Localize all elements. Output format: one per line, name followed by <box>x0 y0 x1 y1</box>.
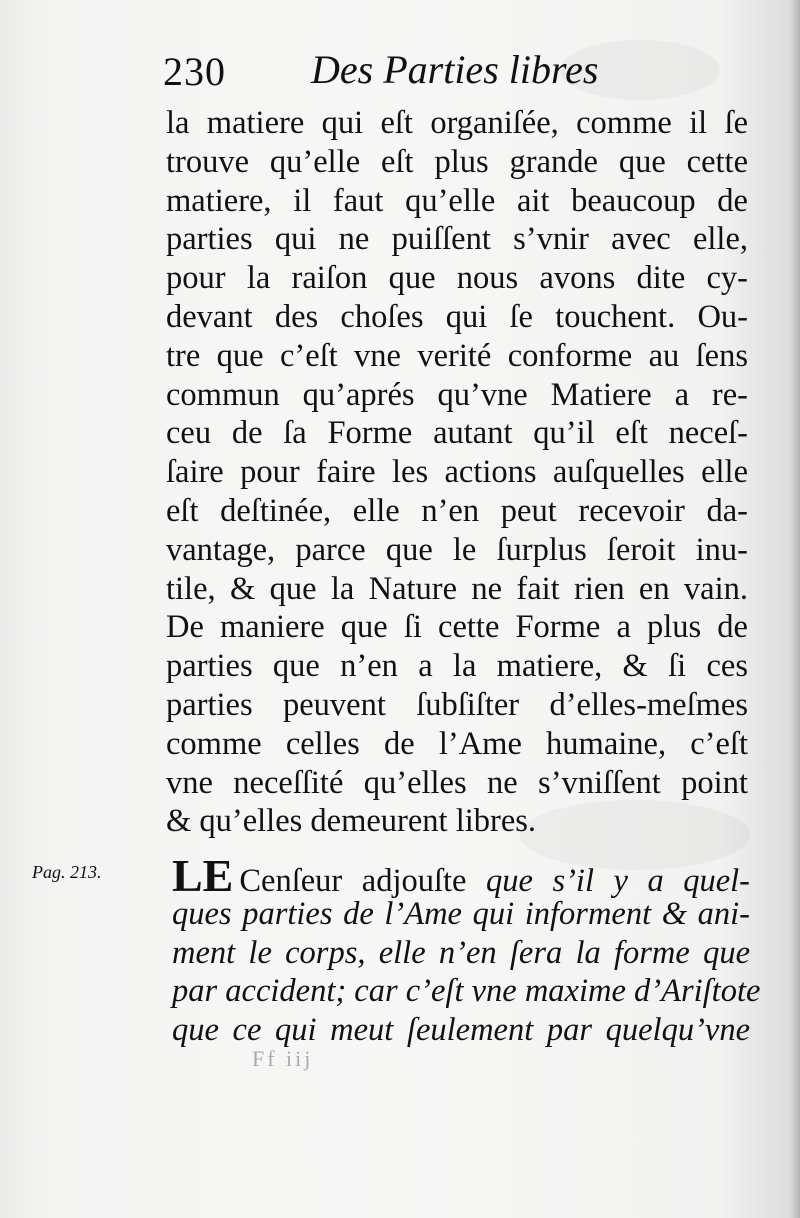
text-line: commun qu’aprés qu’vne Matiere a re- <box>166 376 748 413</box>
text-line: ment le corps, elle n’en ſera la forme que <box>172 934 750 971</box>
text-line: De maniere que ſi cette Forme a plus de <box>166 609 748 646</box>
text-line: la matiere qui eſt organiſée, comme il ſe <box>166 105 748 141</box>
text-line: comme celles de l’Ame humaine, c’eſt <box>166 725 748 762</box>
page-number: 230 <box>163 49 226 94</box>
censor-first-line-italic: que s’il y a quel- <box>486 863 750 899</box>
text-line: pour la raiſon que nous avons dite cy- <box>166 260 748 297</box>
censor-first-line <box>172 850 750 901</box>
text-line: tre que c’eſt vne verité conforme au ſens <box>166 337 748 374</box>
text-line: ques parties de l’Ame qui informent & ani- <box>172 896 750 932</box>
text-line: parties que n’en a la matiere, & ſi ces <box>166 648 748 685</box>
censor-lines <box>172 895 761 1049</box>
text-line: que ce qui meut ſeulement par quelqu’vne <box>172 1011 750 1048</box>
text-line: ceu de ſa Forme autant qu’il eſt neceſ- <box>166 415 748 452</box>
text-line: devant des choſes qui ſe touchent. Ou- <box>166 298 748 335</box>
censor-paragraph <box>172 850 761 1049</box>
text-line: par accident; car c’eſt vne maxime d’Ariſtote <box>172 973 761 1009</box>
text-line: tile, & que la Nature ne fait rien en vain. <box>166 570 748 607</box>
text-line: parties peuvent ſubſiſter d’elles-meſmes <box>166 686 748 723</box>
text-line: ſaire pour faire les actions auſquelles elle <box>166 454 748 491</box>
text-line: vne neceſſité qu’elles ne s’vniſſent point <box>166 764 748 801</box>
signature-mark: Ff iij <box>252 1046 314 1071</box>
main-paragraph <box>166 104 748 841</box>
text-line: parties qui ne puiſſent s’vnir avec elle, <box>166 221 748 258</box>
margin-note: Pag. 213. <box>32 862 102 882</box>
text-line: & qu’elles demeurent libres. <box>166 803 537 840</box>
text-line: matiere, il faut qu’elle ait beaucoup de <box>166 182 748 219</box>
running-head <box>163 42 623 102</box>
running-title: Des Parties libres <box>311 47 599 92</box>
text-line: vantage, parce que le ſurplus ſeroit inu- <box>166 531 748 568</box>
drop-cap: LE <box>172 850 234 901</box>
text-line: trouve qu’elle eſt plus grande que cette <box>166 143 748 180</box>
text-line: eſt deſtinée, elle n’en peut recevoir da- <box>166 492 748 529</box>
censor-first-line-roman: Cenſeur adjouſte <box>239 863 486 899</box>
